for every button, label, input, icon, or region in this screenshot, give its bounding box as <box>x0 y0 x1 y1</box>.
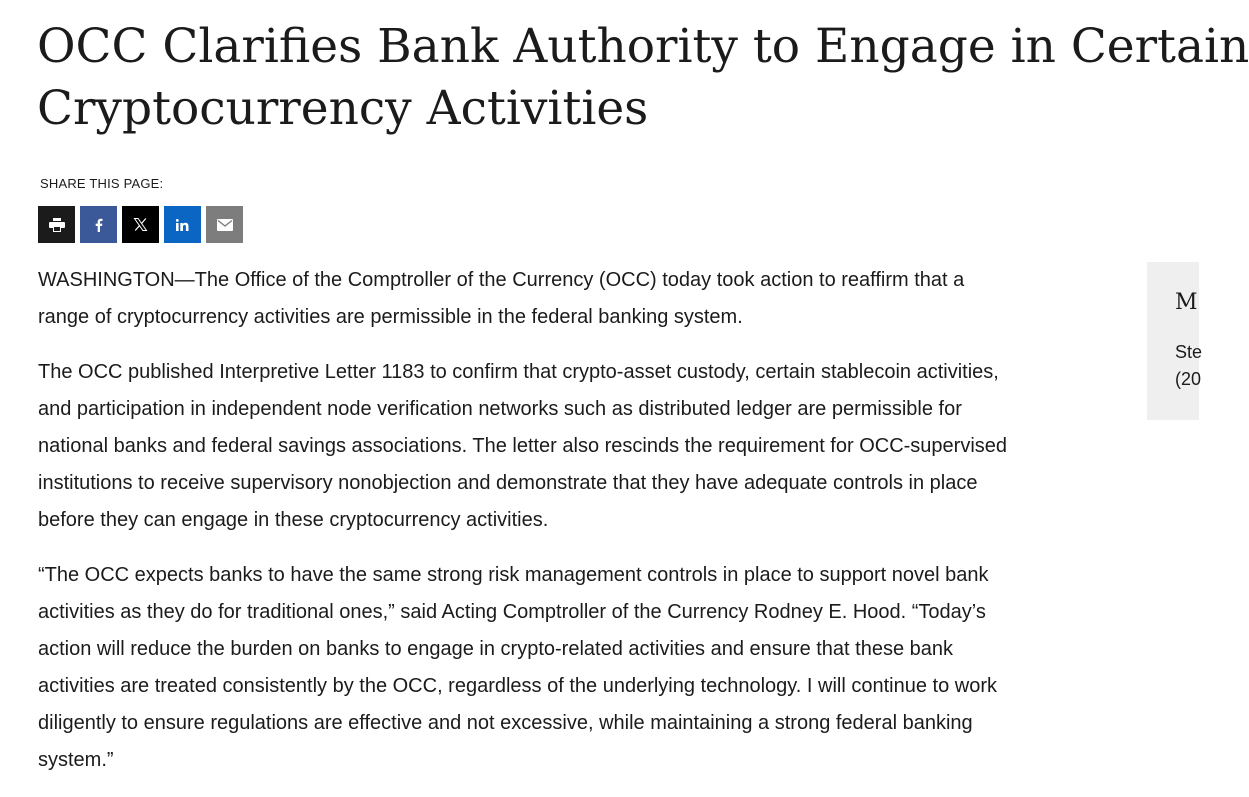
sidebar-text-line: Ste <box>1175 342 1203 362</box>
paragraph-line: diligently to ensure regulations are effective and not excessive, while maintaining a strong federal banking <box>38 712 973 734</box>
paragraph-intro <box>38 262 1128 336</box>
linkedin-icon <box>176 219 189 231</box>
facebook-icon <box>95 218 103 232</box>
paragraph-line: institutions to receive supervisory nonobjection and demonstrate that they have adequate controls in place <box>38 472 978 494</box>
paragraph-line: “The OCC expects banks to have the same strong risk management controls in place to support novel bank <box>38 564 989 586</box>
paragraph-line: activities as they do for traditional ones,” said Acting Comptroller of the Currency Rodney E. Hood. “Today’s <box>38 601 986 623</box>
paragraph-letter <box>38 354 1128 539</box>
paragraph-line: activities are treated consistently by the OCC, regardless of the underlying technology. I will continue to work <box>38 675 997 697</box>
sidebar-text-line: (20 <box>1175 369 1202 389</box>
paragraph-line: WASHINGTON—The Office of the Comptroller of the Currency (OCC) today took action to reaffirm that a <box>38 269 965 291</box>
article-body <box>38 262 1128 797</box>
paragraph-quote <box>38 557 1128 779</box>
print-button[interactable] <box>38 206 75 243</box>
email-button[interactable] <box>206 206 243 243</box>
facebook-button[interactable] <box>80 206 117 243</box>
page-title <box>37 16 1249 140</box>
paragraph-line: national banks and federal savings associations. The letter also rescinds the requirement for OCC-supervised <box>38 435 1008 457</box>
share-label: SHARE THIS PAGE: <box>40 176 164 191</box>
page-title-line-1: OCC Clarifies Bank Authority to Engage in Certain <box>37 19 1249 74</box>
sidebar-heading: M <box>1175 290 1198 315</box>
share-buttons <box>38 206 243 243</box>
printer-icon <box>49 218 65 232</box>
paragraph-line: action will reduce the burden on banks to engage in crypto-related activities and ensure that these bank <box>38 638 954 660</box>
paragraph-line: before they can engage in these cryptocurrency activities. <box>38 509 549 531</box>
paragraph-line: The OCC published Interpretive Letter 1183 to confirm that crypto-asset custody, certain stablecoin activities, <box>38 361 999 383</box>
paragraph-line: and participation in independent node verification networks such as distributed ledger are permissible for <box>38 398 962 420</box>
paragraph-line: range of cryptocurrency activities are permissible in the federal banking system. <box>38 306 743 328</box>
x-button[interactable] <box>122 206 159 243</box>
x-icon <box>134 218 147 231</box>
linkedin-button[interactable] <box>164 206 201 243</box>
sidebar-text[interactable] <box>1175 339 1202 393</box>
page-title-line-2: Cryptocurrency Activities <box>37 81 649 136</box>
email-icon <box>217 219 233 231</box>
paragraph-line: system.” <box>38 749 114 771</box>
sidebar-panel <box>1147 262 1203 420</box>
